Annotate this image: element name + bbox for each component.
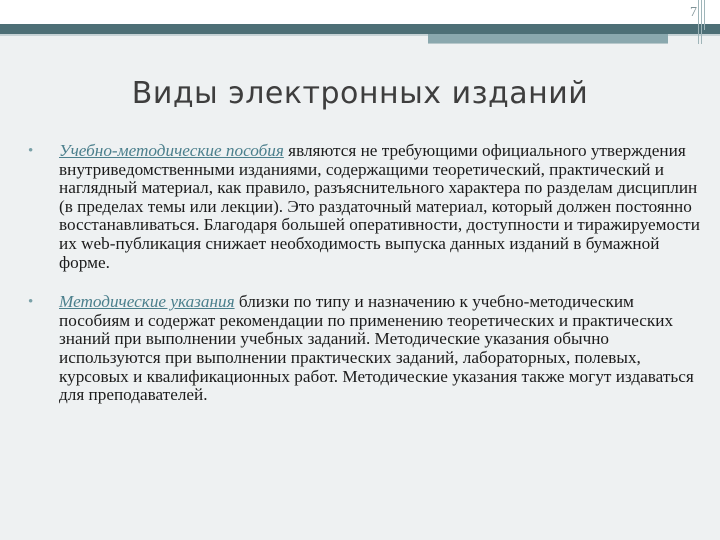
bullet-marker: • — [28, 143, 34, 159]
page-number: 7 — [690, 5, 697, 20]
bullet-item — [28, 142, 700, 272]
bullet-text: близки по типу и назначению к учебно-методическим пособиям и содержат рекомендации по применению теоретических и практических знаний при выполнении учебных заданий. Методические указания обычно используются при выполнении практических заданий, лабораторных, полевых, курсовых и квалификационных работ. Методические указания также могут издаваться для преподавателей. — [59, 292, 694, 405]
bullet-item — [28, 293, 700, 405]
slide-title: Виды электронных изданий — [131, 76, 589, 111]
bullet-marker: • — [28, 294, 34, 311]
slide-body — [28, 142, 700, 426]
bullet-term-link[interactable]: Учебно-методические пособия — [59, 141, 284, 160]
header-band — [0, 0, 720, 24]
bullet-term-link[interactable]: Методические указания — [59, 292, 235, 312]
header-accent-line — [428, 43, 668, 44]
header-rule — [0, 24, 720, 34]
corner-line-2 — [701, 0, 702, 44]
bullet-text: являются не требующими официального утверждения внутриведомственными изданиями, содержащими теоретический, практический и наглядный материал, как правило, разъяснительного характера по разделам дисциплин (в пределах темы или лекции). Это раздаточный материал, который должен постоянно восстанавливаться. Благодаря большей оперативности, доступности и тиражируемости их web-публикация снижает необходимость выпуска данных изданий в бумажной форме. — [59, 141, 700, 272]
header-accent-block — [428, 34, 668, 43]
corner-line-3 — [704, 0, 705, 30]
corner-line-1 — [698, 0, 699, 44]
